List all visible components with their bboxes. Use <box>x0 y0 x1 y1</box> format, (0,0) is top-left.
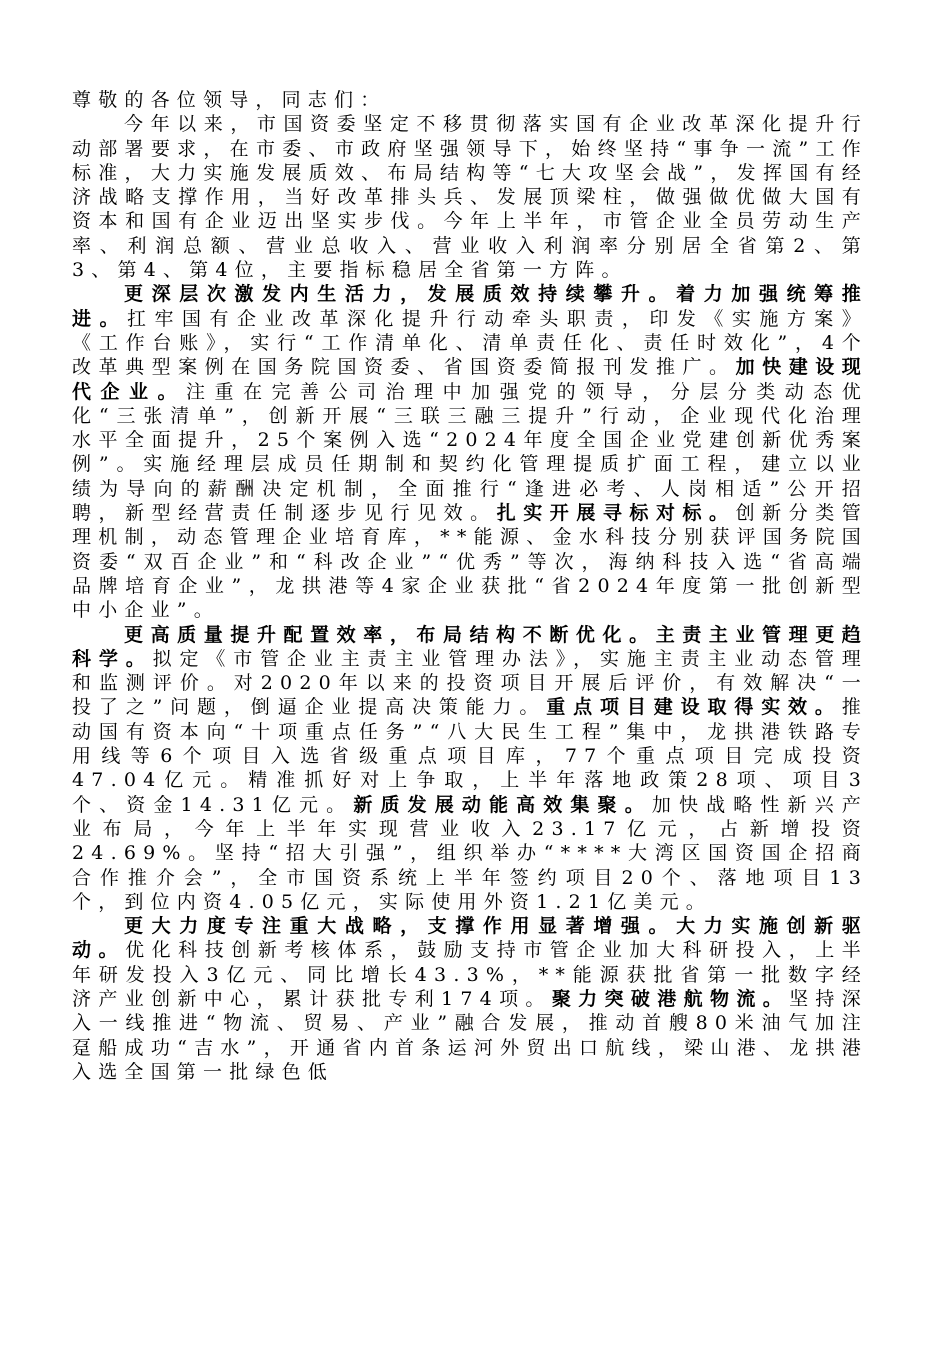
section-2-text-1: 拟定《市管企业主责主业管理办法》，实施主责主业动态管理和监测评价。对2020年以来的投资项目开展后评价，有效解决“一投了之”问题，倒逼企业提高决策能力。 <box>72 647 868 719</box>
intro-paragraph: 今年以来，市国资委坚定不移贯彻落实国有企业改革深化提升行动部署要求，在市委、市政府坚强领导下，始终坚持“事争一流”工作标准，大力实施发展质效、布局结构等“七大攻坚会战”，发挥国有经济战略支撑作用，当好改革排头兵、发展顶梁柱，做强做优做大国有资本和国有企业迈出坚实步伐。今年上半年，市管企业全员劳动生产率、利润总额、营业总收入、营业收入利润率分别居全省第2、第3、第4、第4位，主要指标稳居全省第一方阵。 <box>72 113 868 282</box>
section-2-text-3: 加快战略性新兴产业布局，今年上半年实现营业收入23.17亿元，占新增投资24.69%。坚持“招大引强”，组织举办“****大湾区国资国企招商合作推介会”，全市国资系统上半年签约项目20个、落地项目13个，到位内资4.05亿元，实际使用外资1.21亿美元。 <box>72 793 869 913</box>
section-1-heading: 更深层次激发内生活力，发展质效持续攀升。 <box>124 283 677 306</box>
section-2-paragraph <box>72 623 868 915</box>
section-3-heading: 更大力度专注重大战略，支撑作用显著增强。 <box>124 915 677 938</box>
document-body <box>72 88 868 1084</box>
section-1-text-2: 注重在完善公司治理中加强党的领导，分层分类动态优化“三张清单”，创新开展“三联三融三提升”行动，企业现代化治理水平全面提升，25个案例入选“2024年度全国企业党建创新优秀案例”。实施经理层成员任期制和契约化管理提质扩面工程，建立以业绩为导向的薪酬决定机制，全面推行“逢进必考、人岗相适”公开招聘，新型经营责任制逐步见行见效。 <box>72 380 868 525</box>
section-3-text-1: 优化科技创新考核体系，鼓励支持市管企业加大科研投入，上半年研发投入3亿元、同比增长43.3%，**能源获批省第一批数字经济产业创新中心，累计获批专利174项。 <box>72 939 868 1010</box>
section-2-subhead-2: 重点项目建设取得实效。 <box>546 696 842 719</box>
section-2-text-2: 推动国有资本向“十项重点任务”“八大民生工程”集中，龙拱港铁路专用线等6个项目入选省级重点项目库，77个重点项目完成投资47.04亿元。精准抓好对上争取，上半年落地政策28项、项目3个、资金14.31亿元。 <box>72 696 868 816</box>
greeting: 尊敬的各位领导，同志们： <box>72 89 387 111</box>
section-1-subhead-1: 着力加强统筹推进。 <box>72 283 868 330</box>
section-3-subhead-1: 大力实施创新驱动。 <box>72 915 868 962</box>
section-2-subhead-1: 主责主业管理更趋科学。 <box>72 623 868 670</box>
section-1-text-1: 扛牢国有企业改革深化提升行动牵头职责，印发《实施方案》《工作台账》，实行“工作清单化、清单责任化、责任时效化”，4个改革典型案例在国务院国资委、省国资委简报刊发推广。 <box>72 307 869 379</box>
section-2-subhead-3: 新质发展动能高效集聚。 <box>353 793 652 816</box>
section-1-paragraph <box>72 282 868 622</box>
section-3-text-2: 坚持深入一线推进“物流、贸易、产业”融合发展，推动首艘80米油气加注趸船成功“吉水”，开通省内首条运河外贸出口航线，梁山港、龙拱港入选全国第一批绿色低 <box>72 987 868 1083</box>
section-1-text-3: 创新分类管理机制，动态管理企业培育库，**能源、金水科技分别获评国务院国资委“双百企业”和“科改企业”“优秀”等次，海纳科技入选“省高端品牌培育企业”，龙拱港等4家企业获批“省2024年度第一批创新型中小企业”。 <box>72 502 868 622</box>
section-3-subhead-2: 聚力突破港航物流。 <box>551 987 790 1010</box>
section-3-paragraph <box>72 914 868 1084</box>
section-1-subhead-3: 扎实开展寻标对标。 <box>496 502 736 525</box>
section-2-heading: 更高质量提升配置效率，布局结构不断优化。 <box>124 623 656 646</box>
section-1-subhead-2: 加快建设现代企业。 <box>72 356 868 403</box>
